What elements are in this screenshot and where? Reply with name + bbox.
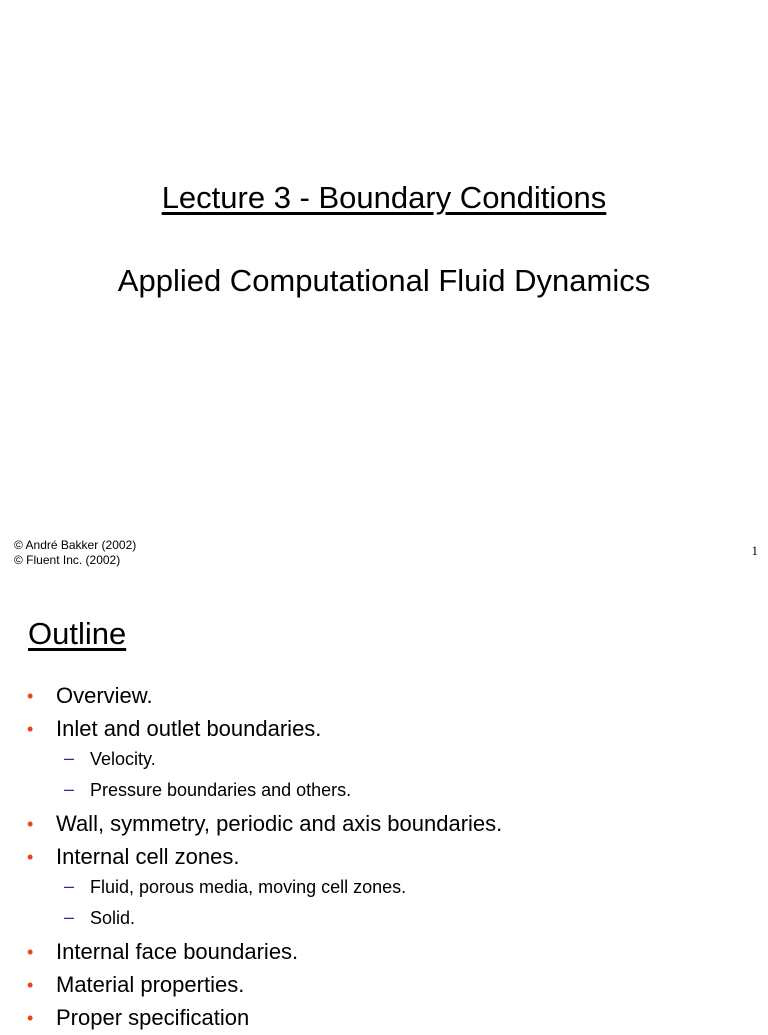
bullet-icon: • — [27, 1008, 34, 1028]
sub-list-item — [0, 777, 768, 808]
copyright-block — [14, 538, 136, 568]
list-item — [0, 936, 768, 969]
list-item-text: Velocity. — [90, 749, 156, 769]
list-item — [0, 713, 768, 746]
sub-list-item — [0, 905, 768, 936]
lecture-title: Lecture 3 - Boundary Conditions — [161, 180, 607, 215]
outline-slide — [0, 580, 768, 1030]
list-item-text: Material properties. — [56, 972, 245, 997]
list-item — [0, 1002, 768, 1035]
list-item — [0, 969, 768, 1002]
list-item-text: Inlet and outlet boundaries. — [56, 716, 322, 741]
list-item-text: Overview. — [56, 683, 153, 708]
list-item-text: Internal cell zones. — [56, 844, 240, 869]
list-item — [0, 808, 768, 841]
list-item-text: Internal face boundaries. — [56, 939, 299, 964]
outline-list — [0, 680, 768, 1035]
dash-icon: – — [64, 907, 75, 927]
bullet-icon: • — [27, 975, 34, 995]
bullet-icon: • — [27, 686, 34, 706]
bullet-icon: • — [27, 942, 34, 962]
bullet-icon: • — [27, 814, 34, 834]
list-item — [0, 841, 768, 874]
list-item-text: Proper specification — [56, 1005, 250, 1030]
outline-title: Outline — [28, 616, 127, 651]
dash-icon: – — [64, 876, 75, 896]
list-item-text: Wall, symmetry, periodic and axis boundaries. — [56, 811, 503, 836]
sub-list-item — [0, 874, 768, 905]
bullet-icon: • — [27, 847, 34, 867]
copyright-line: © André Bakker (2002) — [14, 538, 137, 552]
list-item — [0, 680, 768, 713]
course-subtitle: Applied Computational Fluid Dynamics — [117, 263, 651, 298]
dash-icon: – — [64, 779, 75, 799]
dash-icon: – — [64, 748, 75, 768]
list-item-text: Pressure boundaries and others. — [90, 780, 352, 800]
copyright-line: © Fluent Inc. (2002) — [14, 553, 121, 567]
list-item-text: Solid. — [90, 908, 136, 928]
sub-list-item — [0, 746, 768, 777]
list-item-text: Fluid, porous media, moving cell zones. — [90, 877, 407, 897]
bullet-icon: • — [27, 719, 34, 739]
page-number: 1 — [751, 543, 758, 558]
